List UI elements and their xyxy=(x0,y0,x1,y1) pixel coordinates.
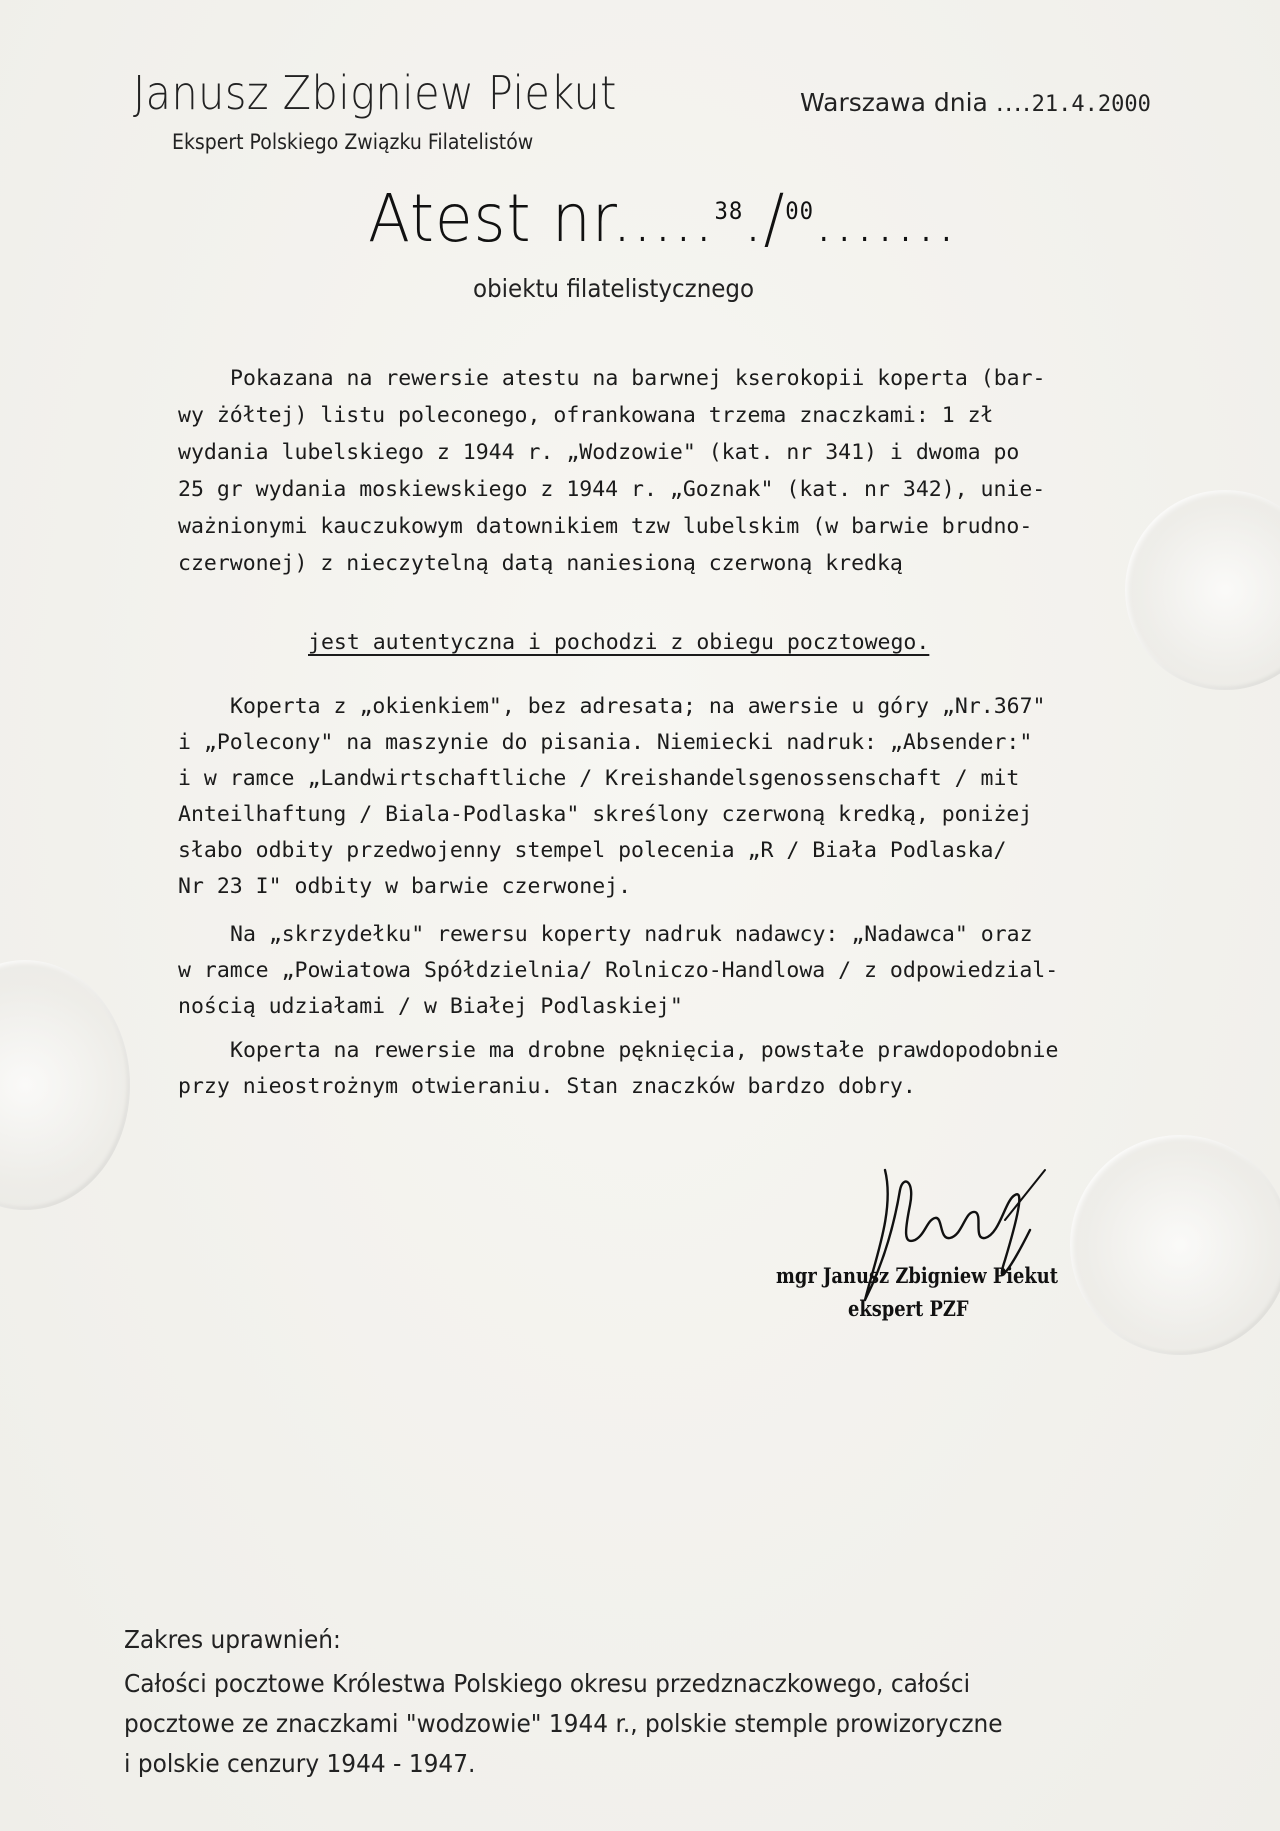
body-line: Koperta z „okienkiem", bez adresata; na awersie u góry „Nr.367" xyxy=(230,694,1046,719)
scope-line: i polskie cenzury 1944 - 1947. xyxy=(124,1749,476,1778)
certificate-subtitle: obiektu filatelistycznego xyxy=(473,274,755,303)
date-value: 21.4.2000 xyxy=(1031,92,1151,117)
body-line: Anteilhaftung / Biala-Podlaska" skreślony czerwoną kredką, poniżej xyxy=(178,802,1033,827)
scope-text xyxy=(124,1664,1166,1784)
title-label: Atest nr xyxy=(368,180,613,257)
body-line: przy nieostrożnym otwieraniu. Stan znaczków bardzo dobry. xyxy=(178,1074,916,1099)
certificate-title: Atest nr.....$^{38}$./$^{00}$....... xyxy=(368,180,958,257)
body-line: i „Polecony" na maszynie do pisania. Niemiecki nadruk: „Absender:" xyxy=(178,730,1033,755)
scope-title: Zakres uprawnień: xyxy=(124,1625,341,1654)
body-line: nością udziałami / w Białej Podlaskiej" xyxy=(178,994,683,1019)
signatory-role: ekspert PZF xyxy=(848,1296,969,1321)
verdict-text: jest autentyczna i pochodzi z obiegu pocztowego. xyxy=(308,630,930,655)
body-line: i w ramce „Landwirtschaftliche / Kreishandelsgenossenschaft / mit xyxy=(178,766,1020,791)
body-line: słabo odbity przedwojenny stempel polecenia „R / Biała Podlaska/ xyxy=(178,838,1007,863)
scope-line: Całości pocztowe Królestwa Polskiego okresu przedznaczkowego, całości xyxy=(124,1669,971,1698)
certificate-number: 38 xyxy=(714,197,744,225)
scope-line: pocztowe ze znaczkami "wodzowie" 1944 r., polskie stemple prowizoryczne xyxy=(124,1709,1003,1738)
signatory-name: mgr Janusz Zbigniew Piekut xyxy=(776,1263,1058,1288)
place-date: Warszawa dnia ....21.4.2000 xyxy=(800,88,1151,117)
body-line: Koperta na rewersie ma drobne pęknięcia, powstałe prawdopodobnie xyxy=(230,1038,1059,1063)
body-line: 25 gr wydania moskiewskiego z 1944 r. „Goznak" (kat. nr 342), unie- xyxy=(178,477,1046,502)
expert-name: Janusz Zbigniew Piekut xyxy=(133,66,617,120)
place-label: Warszawa dnia xyxy=(800,88,988,117)
body-line: wy żółtej) listu poleconego, ofrankowana trzema znaczkami: 1 zł xyxy=(178,403,994,428)
embossed-seal-right-bottom xyxy=(1070,1135,1280,1355)
body-line: wydania lubelskiego z 1944 r. „Wodzowie" (kat. nr 341) i dwoma po xyxy=(178,440,1020,465)
body-line: czerwonej) z nieczytelną datą naniesioną czerwoną kredką xyxy=(178,551,903,576)
embossed-seal-left xyxy=(0,960,130,1210)
body-line: Na „skrzydełku" rewersu koperty nadruk nadawcy: „Nadawca" oraz xyxy=(230,922,1033,947)
body-line: Nr 23 I" odbity w barwie czerwonej. xyxy=(178,874,632,899)
body-line: ważnionymi kauczukowym datownikiem tzw lubelskim (w barwie brudno- xyxy=(178,514,1033,539)
embossed-seal-right-top xyxy=(1125,490,1280,690)
certificate-year: 00 xyxy=(785,197,815,225)
body-line: Pokazana na rewersie atestu na barwnej kserokopii koperta (bar- xyxy=(230,366,1046,391)
body-line: w ramce „Powiatowa Spółdzielnia/ Rolniczo-Handlowa / z odpowiedzial- xyxy=(178,958,1059,983)
expert-subtitle: Ekspert Polskiego Związku Filatelistów xyxy=(172,130,534,154)
